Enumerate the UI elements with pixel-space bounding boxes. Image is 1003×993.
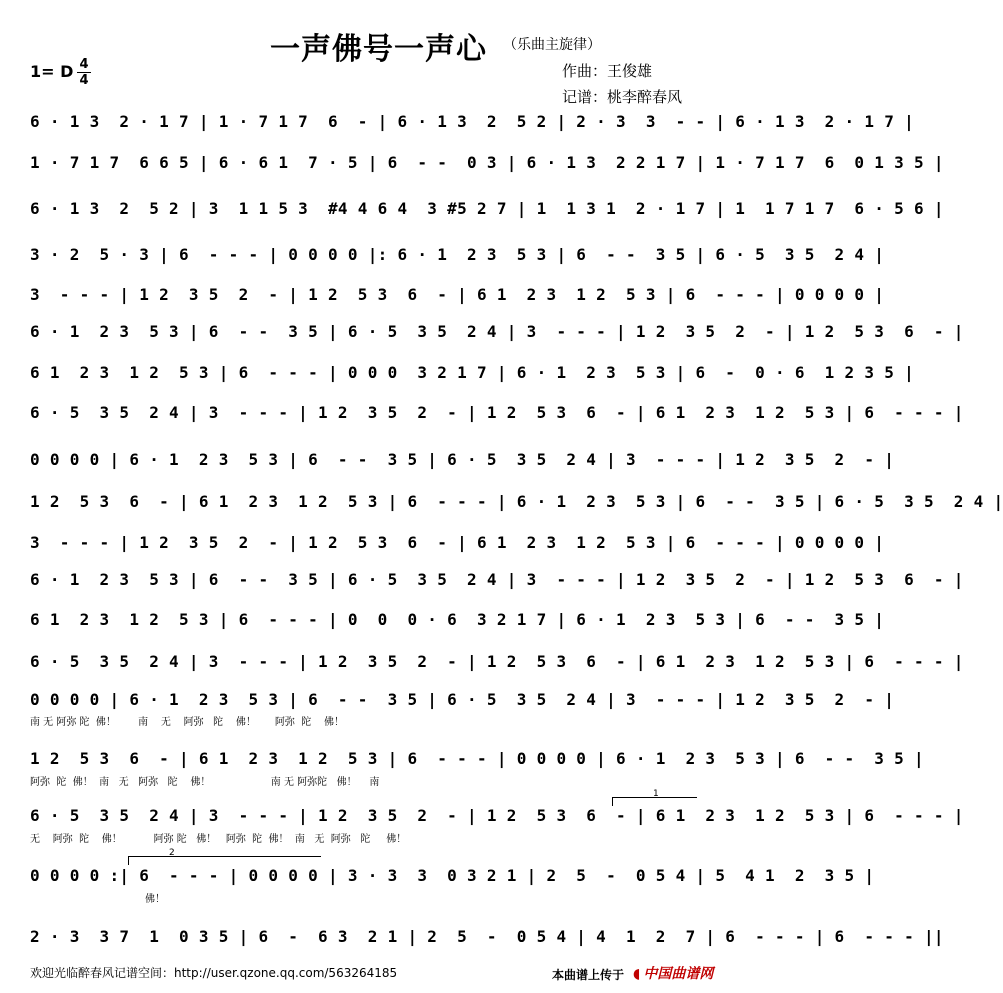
staff-line-6: 6 · 1 2 3 5 3 | 6 - - 3 5 | 6 · 5 3 5 2 4 | 3 - - - | 1 2 3 5 2 - | 1 2 5 3 6 - |	[30, 322, 964, 341]
staff-line-11: 3 - - - | 1 2 3 5 2 - | 1 2 5 3 6 - | 6 1 2 3 1 2 5 3 | 6 - - - | 0 0 0 0 |	[30, 533, 885, 552]
lyric-line-4: 佛！	[145, 894, 165, 905]
staff-line-16: 1 2 5 3 6 - | 6 1 2 3 1 2 5 3 | 6 - - - | 0 0 0 0 | 6 · 1 2 3 5 3 | 6 - - 3 5 |	[30, 749, 924, 768]
volta-label-2: 2	[169, 848, 175, 858]
composer-credit: 作曲：王俊雄	[562, 62, 653, 80]
staff-line-4: 3 · 2 5 · 3 | 6 - - - | 0 0 0 0 |: 6 · 1 2 3 5 3 | 6 - - 3 5 | 6 · 5 3 5 2 4 |	[30, 245, 885, 264]
song-subtitle: （乐曲主旋律）	[503, 37, 601, 53]
lyric-line-3: 无 阿弥 陀 佛！ 阿弥 陀 佛！ 阿弥 陀 佛！ 南 无 阿弥 陀 佛！	[30, 834, 407, 845]
staff-line-18: 0 0 0 0 :| 6 - - - | 0 0 0 0 | 3 · 3 3 0 3 2 1 | 2 5 - 0 5 4 | 5 4 1 2 3 5 |	[30, 866, 875, 885]
staff-line-3: 6 · 1 3 2 5 2 | 3 1 1 5 3 #4 4 6 4 3 #5 2 7 | 1 1 3 1 2 · 1 7 | 1 1 7 1 7 6 · 5 6 |	[30, 199, 944, 218]
staff-line-8: 6 · 5 3 5 2 4 | 3 - - - | 1 2 3 5 2 - | 1 2 5 3 6 - | 6 1 2 3 1 2 5 3 | 6 - - - |	[30, 403, 964, 422]
staff-line-13: 6 1 2 3 1 2 5 3 | 6 - - - | 0 0 0 · 6 3 2 1 7 | 6 · 1 2 3 5 3 | 6 - - 3 5 |	[30, 610, 885, 629]
staff-line-5: 3 - - - | 1 2 3 5 2 - | 1 2 5 3 6 - | 6 1 2 3 1 2 5 3 | 6 - - - | 0 0 0 0 |	[30, 285, 885, 304]
footer-upload-text: 本曲谱上传于	[552, 968, 625, 982]
staff-line-14: 6 · 5 3 5 2 4 | 3 - - - | 1 2 3 5 2 - | 1 2 5 3 6 - | 6 1 2 3 1 2 5 3 | 6 - - - |	[30, 652, 964, 671]
footer-website-text: 欢迎光临醉春风记谱空间：http://user.qzone.qq.com/563264185	[30, 966, 398, 980]
staff-line-19: 2 · 3 3 7 1 0 3 5 | 6 - 6 3 2 1 | 2 5 - 0 5 4 | 4 1 2 7 | 6 - - - | 6 - - - ||	[30, 927, 944, 946]
song-title: 一声佛号一声心	[270, 32, 487, 67]
score-header	[0, 0, 741, 67]
staff-line-7: 6 1 2 3 1 2 5 3 | 6 - - - | 0 0 0 3 2 1 7 | 6 · 1 2 3 5 3 | 6 - 0 · 6 1 2 3 5 |	[30, 363, 915, 382]
staff-line-10: 1 2 5 3 6 - | 6 1 2 3 1 2 5 3 | 6 - - - | 6 · 1 2 3 5 3 | 6 - - 3 5 | 6 · 5 3 5 2 4 |	[30, 492, 1003, 511]
logo-icon: ◖	[633, 966, 641, 982]
staff-line-15: 0 0 0 0 | 6 · 1 2 3 5 3 | 6 - - 3 5 | 6 · 5 3 5 2 4 | 3 - - - | 1 2 3 5 2 - |	[30, 690, 895, 709]
staff-line-12: 6 · 1 2 3 5 3 | 6 - - 3 5 | 6 · 5 3 5 2 4 | 3 - - - | 1 2 3 5 2 - | 1 2 5 3 6 - |	[30, 570, 964, 589]
staff-line-9: 0 0 0 0 | 6 · 1 2 3 5 3 | 6 - - 3 5 | 6 · 5 3 5 2 4 | 3 - - - | 1 2 3 5 2 - |	[30, 450, 895, 469]
lyric-line-2: 阿弥 陀 佛！ 南 无 阿弥 陀 佛！ 南 无 阿弥陀 佛！ 南	[30, 777, 380, 788]
staff-line-17: 6 · 5 3 5 2 4 | 3 - - - | 1 2 3 5 2 - | 1 2 5 3 6 - | 6 1 2 3 1 2 5 3 | 6 - - - |	[30, 806, 964, 825]
time-signature-bottom: 4	[79, 73, 89, 88]
volta-bracket-2	[128, 848, 321, 865]
staff-line-2: 1 · 7 1 7 6 6 5 | 6 · 6 1 7 · 5 | 6 - - 0 3 | 6 · 1 3 2 2 1 7 | 1 · 7 1 7 6 0 1 3 5 |	[30, 153, 944, 172]
key-signature: 1= D	[30, 62, 74, 81]
staff-line-1: 6 · 1 3 2 · 1 7 | 1 · 7 1 7 6 - | 6 · 1 3 2 5 2 | 2 · 3 3 - - | 6 · 1 3 2 · 1 7 |	[30, 112, 915, 131]
logo-text: 中国曲谱网	[643, 966, 714, 982]
transcriber-credit: 记谱：桃李醉春风	[562, 88, 683, 106]
volta-bracket-1	[612, 789, 697, 806]
volta-label-1: 1	[653, 789, 659, 799]
time-signature-top: 4	[79, 57, 89, 72]
time-signature	[77, 58, 91, 87]
site-logo[interactable]	[633, 963, 713, 983]
lyric-line-1: 南 无 阿弥 陀 佛！ 南 无 阿弥 陀 佛！ 阿弥 陀 佛！	[30, 717, 344, 728]
